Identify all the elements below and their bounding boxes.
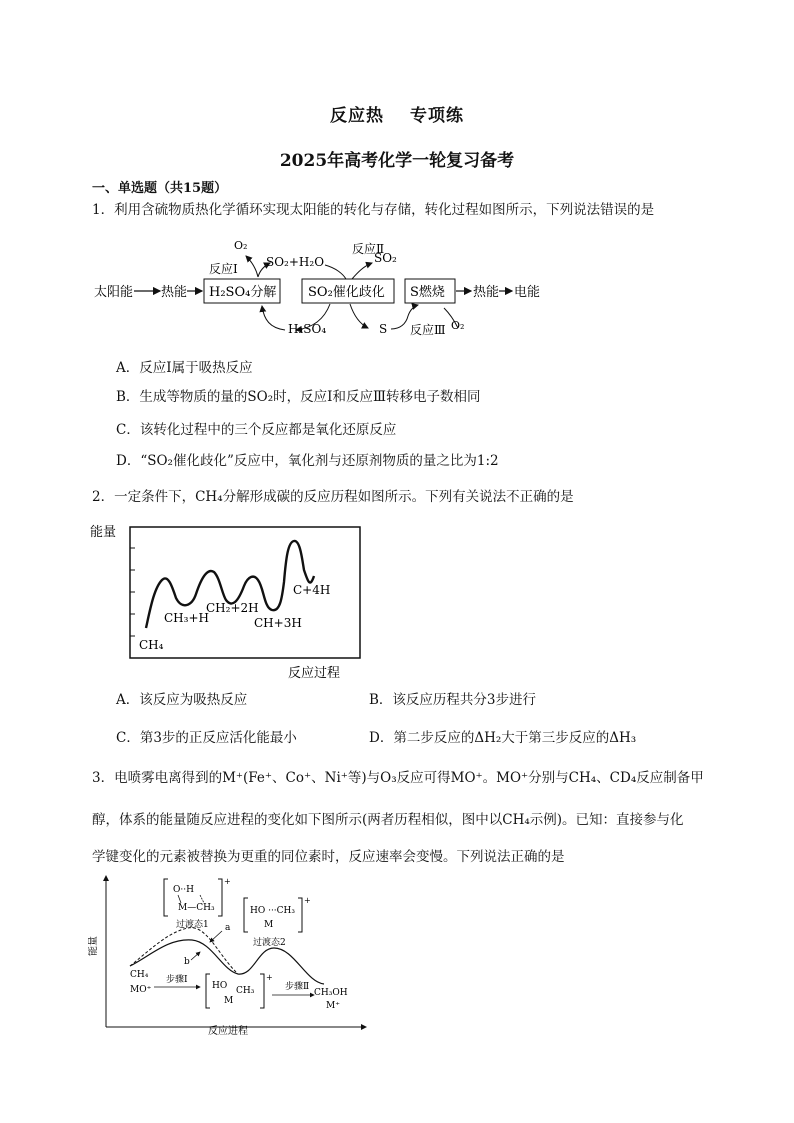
- title-part-a: 反应热: [330, 106, 384, 126]
- q3-end-ch3oh: CH₃OH: [314, 988, 348, 998]
- q2-energy-chart: [88, 518, 388, 685]
- q3-energy-chart: [88, 870, 378, 1038]
- q3-curve-b-label: b: [184, 957, 190, 967]
- q3-ts1-bracket-right: [218, 879, 222, 916]
- q1-box1-label: H₂SO₄分解: [209, 285, 277, 300]
- q3-start-ch4: CH₄: [130, 970, 149, 980]
- q1-r1-label: 反应Ⅰ: [209, 262, 238, 276]
- q2-label-c4h: C+4H: [293, 583, 331, 597]
- q3-ts2-bracket-left: [244, 898, 248, 932]
- section-heading: 一、单选题（共15题）: [92, 181, 228, 196]
- q3-int-bracket-right: [260, 974, 264, 1008]
- q3-curve-b: [130, 940, 324, 984]
- q1-o2-top: O₂: [234, 239, 248, 252]
- q3-ts2-charge: +: [304, 896, 311, 905]
- q1-r3-label: 反应Ⅲ: [410, 323, 446, 337]
- q2-x-label: 反应过程: [288, 666, 341, 681]
- q1-arrow-s: [350, 304, 368, 328]
- q2-option-d[interactable]: D．第二步反应的ΔH₂大于第三步反应的ΔH₃: [369, 730, 637, 746]
- q3-int-atoms-bottom: M: [224, 996, 234, 1006]
- q1-h2so4-label: H₂SO₄: [288, 322, 327, 336]
- q3-line-1: 3．电喷雾电离得到的M⁺(Fe⁺、Co⁺、Ni⁺等)与O₃反应可得MO⁺。MO⁺分别与CH₄、CD₄反应制备甲: [92, 770, 704, 786]
- q1-stem: 1．利用含硫物质热化学循环实现太阳能的转化与存储，转化过程如图所示，下列说法错误的是: [92, 202, 655, 218]
- q1-electric-label: 电能: [514, 285, 541, 300]
- q3-curve-a-label: a: [225, 923, 231, 933]
- q3-end-m: M⁺: [326, 1001, 340, 1011]
- q2-label-ch3h-b: CH+3H: [254, 616, 302, 630]
- q2-label-ch4: CH₄: [139, 638, 164, 652]
- q2-stem: 2．一定条件下，CH₄分解形成碳的反应历程如图所示。下列有关说法不正确的是: [92, 489, 574, 505]
- q1-curve-in: [325, 265, 346, 279]
- q2-label-ch3h: CH₃+H: [164, 611, 209, 625]
- q1-option-b[interactable]: B．生成等物质的量的SO₂时，反应Ⅰ和反应Ⅲ转移电子数相同: [116, 389, 481, 405]
- q3-line-2: 醇，体系的能量随反应进程的变化如下图所示(两者历程相似，图中以CH₄示例)。已知：直接参与化: [92, 812, 684, 828]
- q3-ts1-bracket-left: [164, 879, 168, 916]
- q1-box3-label: S燃烧: [410, 285, 445, 300]
- q3-line-3: 学键变化的元素被替换为更重的同位素时，反应速率会变慢。下列说法正确的是: [92, 849, 565, 865]
- q1-heat2-label: 热能: [473, 285, 500, 300]
- q3-y-label: 能量: [88, 936, 99, 956]
- q1-so2h2o-label: SO₂+H₂O: [266, 255, 325, 269]
- q1-option-a[interactable]: A．反应Ⅰ属于吸热反应: [116, 360, 253, 376]
- q3-int-atoms-top: HO: [212, 981, 228, 991]
- q1-box2-label: SO₂催化歧化: [308, 285, 385, 300]
- q3-step1-label: 步骤Ⅰ: [166, 975, 188, 985]
- q3-ts1-charge: +: [224, 877, 231, 886]
- q3-ts1-atoms-top: O··H: [173, 885, 194, 895]
- q2-y-label: 能量: [90, 525, 117, 540]
- q3-curve-a: [130, 928, 236, 972]
- q2-label-ch22h: CH₂+2H: [206, 601, 259, 615]
- svg-text:CH₃: CH₃: [236, 986, 255, 996]
- q2-option-c[interactable]: C．第3步的正反应活化能最小: [116, 730, 297, 746]
- q1-diagram: [88, 232, 568, 347]
- q1-s-label: S: [379, 322, 388, 336]
- q3-ts1-atoms-bottom: M—CH₃: [178, 903, 215, 913]
- q3-ts2-label: 过渡态2: [253, 938, 286, 948]
- page-subtitle: 2025年高考化学一轮复习备考: [279, 151, 515, 171]
- page-title: [0, 101, 794, 126]
- q3-start-mo: MO⁺: [130, 985, 152, 995]
- q1-option-d[interactable]: D．“SO₂催化歧化”反应中，氧化剂与还原剂物质的量之比为1:2: [116, 453, 499, 469]
- q3-ts2-atoms-bottom: M: [264, 920, 274, 930]
- q1-arrow-so2: [352, 263, 372, 279]
- q3-step2-label: 步骤Ⅱ: [285, 982, 310, 992]
- title-part-b: 专项练: [410, 106, 464, 126]
- q1-r2-label: 反应Ⅱ: [352, 242, 385, 256]
- q3-int-bracket-left: [206, 974, 210, 1008]
- q3-ts1-label: 过渡态1: [176, 920, 209, 930]
- q3-ts2-bracket-right: [298, 898, 302, 932]
- q2-option-a[interactable]: A．该反应为吸热反应: [116, 692, 248, 708]
- q1-solar-label: 太阳能: [94, 285, 134, 300]
- q3-ts2-atoms-top: HO ···CH₃: [250, 906, 296, 916]
- q2-option-b[interactable]: B．该反应历程共分3步进行: [369, 692, 537, 708]
- q1-so2-label: SO₂: [374, 251, 397, 265]
- q1-arrow-o2: [246, 256, 258, 277]
- q1-o2-bottom: O₂: [451, 319, 465, 332]
- q1-arrow-return: [262, 306, 285, 330]
- q3-x-label: 反应进程: [208, 1026, 248, 1037]
- q1-heat1-label: 热能: [161, 285, 188, 300]
- q1-option-c[interactable]: C．该转化过程中的三个反应都是氧化还原反应: [116, 422, 397, 438]
- q3-int-charge: +: [266, 973, 273, 982]
